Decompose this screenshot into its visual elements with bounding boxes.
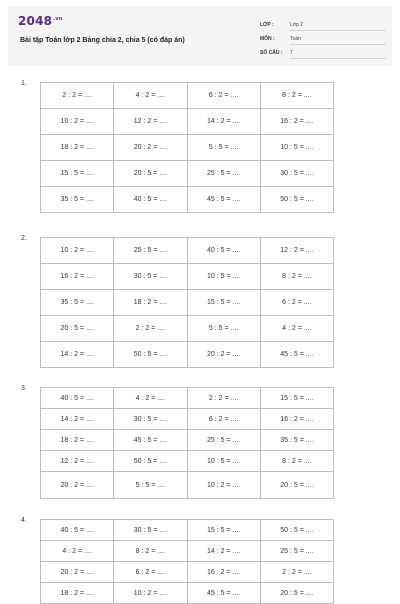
problem-cell: 8 : 2 = .... (260, 264, 333, 290)
problem-cell: 15 : 5 = .... (187, 520, 260, 541)
problem-cell: 30 : 5 = .... (114, 409, 187, 430)
problem-cell: 12 : 2 = .... (260, 238, 333, 264)
problem-cell: 40 : 5 = .... (187, 238, 260, 264)
problem-cell: 40 : 5 = .... (114, 187, 187, 213)
class-value: Lớp 2 (290, 21, 386, 31)
table-row (41, 316, 334, 342)
problem-cell: 18 : 2 = .... (41, 135, 114, 161)
subject-label: MÔN : (260, 36, 275, 42)
class-label: LỚP : (260, 22, 274, 28)
problem-cell: 2 : 2 = .... (187, 388, 260, 409)
problem-cell: 16 : 2 = .... (260, 109, 333, 135)
problem-cell: 25 : 5 = .... (260, 541, 333, 562)
problem-cell: 6 : 2 = .... (260, 290, 333, 316)
problem-cell: 20 : 5 = .... (260, 583, 333, 604)
problem-cell: 14 : 2 = .... (187, 109, 260, 135)
problem-cell: 20 : 2 = .... (187, 342, 260, 368)
table-row (41, 83, 334, 109)
exercise-number: 1. (21, 80, 27, 87)
exercise-table (40, 519, 334, 604)
subject-value: Toán (290, 35, 386, 45)
problem-cell: 20 : 2 = .... (41, 472, 114, 499)
table-row (41, 583, 334, 604)
table-row (41, 238, 334, 264)
problem-cell: 4 : 2 = .... (41, 541, 114, 562)
problem-cell: 30 : 5 = .... (114, 520, 187, 541)
table-row (41, 161, 334, 187)
problem-cell: 35 : 5 = .... (260, 430, 333, 451)
exercise-table (40, 82, 334, 213)
problem-cell: 45 : 5 = .... (114, 430, 187, 451)
problem-cell: 30 : 5 = .... (260, 161, 333, 187)
problem-cell: 12 : 2 = .... (41, 451, 114, 472)
problem-cell: 20 : 5 = .... (114, 161, 187, 187)
site-logo[interactable] (18, 14, 63, 28)
problem-cell: 40 : 5 = .... (41, 520, 114, 541)
problem-cell: 8 : 2 = .... (114, 541, 187, 562)
problem-cell: 12 : 2 = .... (114, 109, 187, 135)
problem-cell: 10 : 2 = .... (41, 238, 114, 264)
table-row (41, 520, 334, 541)
exercise-number: 3. (21, 385, 27, 392)
exercise-table (40, 387, 334, 499)
problem-cell: 35 : 5 = .... (41, 290, 114, 316)
logo-text: 2048 (18, 14, 53, 28)
problem-cell: 10 : 5 = .... (187, 264, 260, 290)
problem-cell: 10 : 2 = .... (41, 109, 114, 135)
problem-cell: 40 : 5 = .... (41, 388, 114, 409)
problem-cell: 45 : 5 = .... (187, 583, 260, 604)
problem-cell: 18 : 2 = .... (41, 430, 114, 451)
problem-cell: 45 : 5 = .... (260, 342, 333, 368)
table-row (41, 264, 334, 290)
worksheet-info (260, 20, 388, 62)
problem-cell: 18 : 2 = .... (114, 290, 187, 316)
problem-cell: 14 : 2 = .... (41, 409, 114, 430)
problem-cell: 15 : 5 = .... (187, 290, 260, 316)
exercise-table (40, 237, 334, 368)
table-row (41, 472, 334, 499)
problem-cell: 16 : 2 = .... (41, 264, 114, 290)
problem-cell: 15 : 5 = .... (260, 388, 333, 409)
problem-cell: 25 : 5 = .... (114, 238, 187, 264)
table-row (41, 135, 334, 161)
problem-cell: 16 : 2 = .... (260, 409, 333, 430)
problem-cell: 25 : 5 = .... (187, 430, 260, 451)
table-row (41, 409, 334, 430)
problem-cell: 15 : 5 = .... (41, 161, 114, 187)
problem-cell: 6 : 2 = .... (114, 562, 187, 583)
info-row-question-count (260, 48, 388, 62)
problem-cell: 20 : 5 = .... (260, 472, 333, 499)
problem-cell: 18 : 2 = .... (41, 583, 114, 604)
problem-cell: 14 : 2 = .... (41, 342, 114, 368)
problem-cell: 8 : 2 = .... (260, 451, 333, 472)
problem-cell: 6 : 2 = .... (187, 83, 260, 109)
problem-cell: 14 : 2 = .... (187, 541, 260, 562)
problem-cell: 45 : 5 = .... (187, 187, 260, 213)
problem-cell: 10 : 2 = .... (187, 472, 260, 499)
table-row (41, 562, 334, 583)
problem-cell: 4 : 2 = .... (114, 83, 187, 109)
problem-cell: 10 : 2 = .... (114, 583, 187, 604)
problem-cell: 5 : 5 = .... (187, 316, 260, 342)
table-row (41, 430, 334, 451)
problem-cell: 10 : 5 = .... (260, 135, 333, 161)
table-row (41, 388, 334, 409)
problem-cell: 2 : 2 = .... (260, 562, 333, 583)
problem-cell: 30 : 5 = .... (114, 264, 187, 290)
problem-cell: 5 : 5 = .... (114, 472, 187, 499)
problem-cell: 50 : 5 = .... (114, 451, 187, 472)
problem-cell: 5 : 5 = .... (187, 135, 260, 161)
logo-tld: .vn (53, 16, 63, 22)
problem-cell: 35 : 5 = .... (41, 187, 114, 213)
table-row (41, 109, 334, 135)
problem-cell: 20 : 2 = .... (41, 562, 114, 583)
table-row (41, 342, 334, 368)
problem-cell: 50 : 5 = .... (114, 342, 187, 368)
problem-cell: 2 : 2 = .... (41, 83, 114, 109)
problem-cell: 20 : 5 = .... (41, 316, 114, 342)
table-row (41, 187, 334, 213)
info-row-subject (260, 34, 388, 48)
problem-cell: 50 : 5 = .... (260, 187, 333, 213)
problem-cell: 16 : 2 = .... (187, 562, 260, 583)
question-count-value: 7 (290, 49, 386, 59)
info-row-class (260, 20, 388, 34)
table-row (41, 451, 334, 472)
problem-cell: 4 : 2 = .... (114, 388, 187, 409)
problem-cell: 50 : 5 = .... (260, 520, 333, 541)
problem-cell: 4 : 2 = .... (260, 316, 333, 342)
problem-cell: 8 : 2 = .... (260, 83, 333, 109)
exercise-number: 4. (21, 517, 27, 524)
worksheet-title: Bài tập Toán lớp 2 Bảng chia 2, chia 5 (có đáp án) (20, 37, 185, 44)
question-count-label: SỐ CÂU : (260, 50, 283, 56)
problem-cell: 2 : 2 = .... (114, 316, 187, 342)
table-row (41, 290, 334, 316)
problem-cell: 6 : 2 = .... (187, 409, 260, 430)
worksheet-header (8, 6, 392, 66)
problem-cell: 20 : 2 = .... (114, 135, 187, 161)
exercise-number: 2. (21, 235, 27, 242)
problem-cell: 25 : 5 = .... (187, 161, 260, 187)
problem-cell: 10 : 5 = .... (187, 451, 260, 472)
table-row (41, 541, 334, 562)
